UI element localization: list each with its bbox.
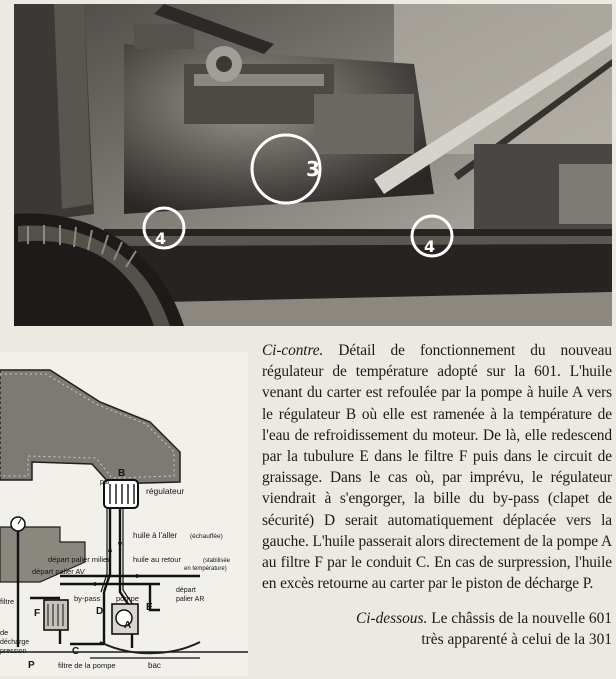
label-decharge: décharge [0,639,30,646]
label-filtre: filtre [0,597,15,606]
caption2-lead: Ci-dessous. [355,610,428,627]
label-echauffee: (échauffée) [190,533,223,540]
label-huile-aller: huile à l'aller [133,531,178,540]
oil-circuit-diagram [0,352,248,676]
label-pal: pal [100,479,110,486]
engine-photo [14,4,612,326]
letter-b: B [118,468,126,479]
label-pompe: pompe [116,594,139,603]
label-regulateur: régulateur [146,486,185,496]
letter-e: E [146,602,153,613]
letter-p: P [28,660,35,671]
marker-4-left: 4 [155,229,167,248]
caption2-line1: Le châssis de la nouvelle 601 [431,610,612,627]
label-de: de [0,628,9,637]
marker-3: 3 [306,157,320,181]
letter-d: D [96,606,104,617]
letter-a: A [124,620,132,631]
letter-f: F [34,608,41,619]
caption-below [330,608,612,650]
caption2-line2: très apparenté à celui de la 301 [421,631,612,648]
caption-lead: Ci-contre. [262,342,324,359]
label-en-temperature: en température) [184,566,227,572]
caption-body: Détail de fonctionnement du nouveau régulateur de température adopté sur la 601. L'huile venant du carter est refoulée par la pompe à huile A vers le régulateur B où elle est ramenée à la température de l'eau de refroidissement du moteur. De là, elle redescend par la tubulure E dans le filtre F puis dans le circuit de graissage. Dans le cas où, par imprévu, le régulateur viendrait à s'engorger, la bille du by-pass (clapet de sécurité) D serait automatiquement déplacée vers la gauche. L'huile passerait alors directement de la pompe A au filtre F par le conduit C. En cas de surpression, l'huile en excès retourne au carter par le piston de décharge P. [262,342,612,593]
label-filtre-pompe: filtre de la pompe [58,661,116,670]
marker-4-right: 4 [424,237,436,256]
label-huile-retour: huile au retour [133,555,181,564]
label-depart-palier-av: départ palier AV [32,567,85,576]
label-pression: pression [0,648,27,655]
letter-c: C [72,646,80,657]
label-by-pass: by-pass [74,594,101,603]
label-depart-palier-milieu: départ palier milieu [48,555,112,564]
label-stabilisee: (stabilisée [203,558,231,564]
label-bac: bac [148,661,161,670]
label-palier-ar: palier AR [176,596,205,603]
caption-text [262,340,612,594]
label-depart-ar: départ [176,587,196,594]
